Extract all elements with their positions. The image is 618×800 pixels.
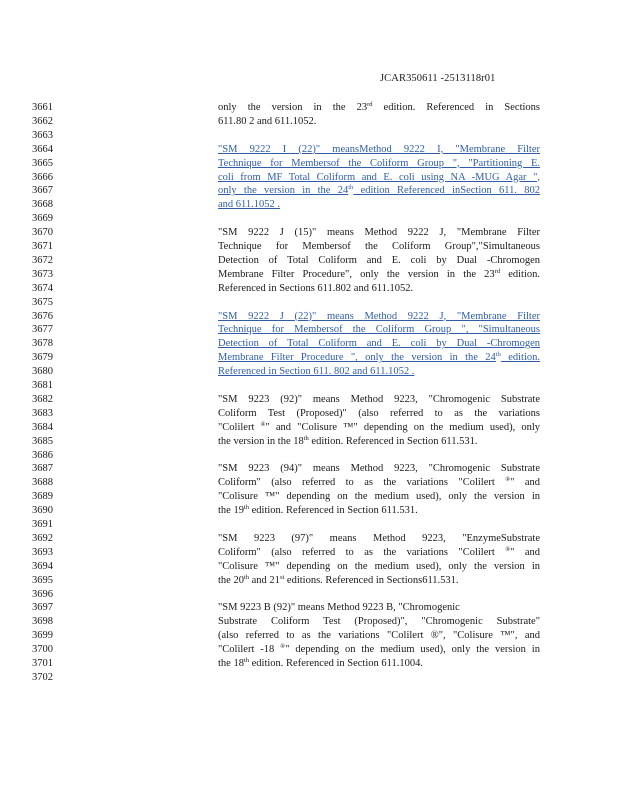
line-text: edition. Referenced in Section 611.531. <box>249 505 418 517</box>
line-number: 3667 <box>32 185 53 197</box>
line-number: 3700 <box>32 644 53 656</box>
line-text: and 21 <box>249 574 280 586</box>
text-line <box>218 240 540 254</box>
line-text: edition. <box>500 268 540 280</box>
line-text: edition. Referenced in Sections <box>372 102 540 113</box>
line-text: "SM 9223 B (92)" means Method 9223 B, "Chromogenic <box>218 602 460 614</box>
inserted-text-line <box>218 171 540 185</box>
line-text: "SM 9223 (94)" means Method 9223, "Chromogenic Substrate <box>218 463 540 475</box>
line-number: 3677 <box>32 324 53 336</box>
line-number: 3691 <box>32 519 53 530</box>
line-text: Referenced in Sections 611.802 and 611.1052. <box>218 282 414 294</box>
line-number: 3681 <box>32 380 53 391</box>
line-text: "SM 9223 (92)" means Method 9223, "Chromogenic Substrate <box>218 393 540 405</box>
line-number: 3675 <box>32 296 53 308</box>
text-line <box>218 532 540 546</box>
text-line <box>218 407 540 421</box>
text-line <box>218 560 540 574</box>
line-number: 3695 <box>32 574 53 586</box>
line-number: 3690 <box>32 505 53 517</box>
line-text: "Colisure ™" depending on the medium used), only the version in <box>218 560 540 572</box>
line-number: 3689 <box>32 491 53 503</box>
line-text: only the version in the 24 <box>218 185 349 197</box>
line-text: Detection of Total Coliform and E. coli by Dual -Chromogen <box>218 254 540 266</box>
text-line <box>218 115 540 129</box>
line-text: only the version in the 23 <box>218 102 368 113</box>
superscript: th <box>243 504 250 512</box>
line-number: 3697 <box>32 602 53 614</box>
text-line <box>218 435 540 449</box>
superscript: th <box>243 573 250 581</box>
line-number: 3682 <box>32 393 53 405</box>
line-number: 3680 <box>32 366 53 378</box>
inserted-text-line <box>218 198 540 212</box>
line-number: 3698 <box>32 616 53 628</box>
line-number: 3674 <box>32 282 53 294</box>
line-number: 3701 <box>32 658 53 669</box>
text-line <box>218 268 540 282</box>
superscript: th <box>303 434 309 442</box>
text-line <box>218 393 540 407</box>
line-text: "SM 9223 (97)" means Method 9223, "EnzymeSubstrate <box>218 532 540 544</box>
text-line <box>218 629 540 643</box>
line-text: " and <box>510 477 540 489</box>
line-text: and 611.1052 . <box>218 199 281 211</box>
line-number: 3665 <box>32 157 53 169</box>
line-number: 3696 <box>32 588 53 600</box>
line-text: 611.80 2 and 611.1052. <box>218 115 317 127</box>
line-number: 3661 <box>32 102 53 113</box>
line-number: 3676 <box>32 310 53 322</box>
inserted-text-line <box>218 365 540 379</box>
line-number: 3670 <box>32 227 53 239</box>
line-text: edition. Referenced in Section 611.1004. <box>249 658 423 669</box>
line-number: 3669 <box>32 213 53 225</box>
text-line <box>218 476 540 490</box>
line-text: the version in the 18 <box>218 435 304 447</box>
line-number: 3699 <box>32 630 53 642</box>
text-line <box>218 657 540 671</box>
line-number: 3684 <box>32 421 53 433</box>
line-text: "SM 9222 J (22)" means Method 9222 J, "Membrane Filter <box>218 310 540 322</box>
line-number: 3693 <box>32 546 53 558</box>
line-text: "Colilert -18 <box>218 644 281 656</box>
line-number: 3685 <box>32 435 53 447</box>
superscript: ® <box>260 420 266 428</box>
line-number: 3686 <box>32 449 53 461</box>
text-line <box>218 101 540 115</box>
inserted-text-line <box>218 337 540 351</box>
text-line <box>218 574 540 588</box>
line-text: Coliform" (also referred to as the variations "Colilert <box>218 477 506 489</box>
line-text: (also referred to as the variations "Colilert ®", "Colisure ™", and <box>218 630 540 642</box>
line-number: 3672 <box>32 254 53 266</box>
line-text: "Colisure ™" depending on the medium used), only the version in <box>218 491 540 503</box>
line-number: 3671 <box>32 241 53 252</box>
line-text: Technique for Membersof the Coliform Group ", "Partitioning E. <box>218 157 540 169</box>
superscript: th <box>348 184 354 192</box>
line-text: Coliform Test (Proposed)" (also referred to as the variations <box>218 407 540 419</box>
document-header-id: JCAR350611 -2513118r01 <box>380 73 496 84</box>
text-line <box>218 254 540 268</box>
superscript: ® <box>505 476 511 484</box>
line-number: 3683 <box>32 407 53 419</box>
line-text: "SM 9222 J (15)" means Method 9222 J, "Membrane Filter <box>218 227 540 239</box>
text-line <box>218 615 540 629</box>
line-text: Membrane Filter Procedure", only the version in the 23 <box>218 268 495 280</box>
line-text: the 20 <box>218 574 244 586</box>
line-number: 3702 <box>32 671 53 683</box>
line-text: Membrane Filter Procedure ", only the version in the 24 <box>218 352 496 364</box>
line-text: " depending on the medium used), only the version in <box>285 644 540 656</box>
text-line <box>218 490 540 504</box>
text-line <box>218 504 540 518</box>
line-number: 3666 <box>32 171 53 183</box>
superscript: th <box>495 351 501 359</box>
line-number: 3692 <box>32 532 53 544</box>
line-number: 3694 <box>32 560 53 572</box>
line-number: 3688 <box>32 477 53 489</box>
line-number: 3663 <box>32 129 53 141</box>
line-number: 3687 <box>32 463 53 475</box>
line-text: Technique for Membersof the Coliform Group","Simultaneous <box>218 241 540 252</box>
superscript: rd <box>367 101 373 108</box>
line-number: 3664 <box>32 143 53 155</box>
superscript: rd <box>494 267 501 275</box>
inserted-text-line <box>218 351 540 365</box>
line-text: edition. Referenced in Section 611.531. <box>308 435 478 447</box>
line-number: 3668 <box>32 199 53 211</box>
text-line <box>218 282 540 296</box>
line-text: coli from MF Total Coliform and E. coli using NA -MUG Agar ", <box>218 171 540 183</box>
line-text: edition Referenced inSection 611. 802 <box>353 185 540 197</box>
line-text: "SM 9222 I (22)" meansMethod 9222 I, "Membrane Filter <box>218 143 540 155</box>
superscript: th <box>243 657 250 664</box>
text-line <box>218 643 540 657</box>
line-number: 3679 <box>32 352 53 364</box>
line-text: editions. Referenced in Sections611.531. <box>284 574 459 586</box>
superscript: st <box>279 573 285 581</box>
line-number: 3673 <box>32 268 53 280</box>
inserted-text-line <box>218 157 540 171</box>
text-line <box>218 601 540 615</box>
line-number: 3678 <box>32 338 53 350</box>
superscript: ® <box>280 643 286 651</box>
inserted-text-line <box>218 143 540 157</box>
inserted-text-line <box>218 310 540 324</box>
line-number: 3662 <box>32 115 53 127</box>
inserted-text-line <box>218 323 540 337</box>
line-text: " and "Colisure ™" depending on the medium used), only <box>265 421 540 433</box>
line-text: Technique for Membersof the Coliform Group ", "Simultaneous <box>218 324 540 336</box>
line-text: the 18 <box>218 658 244 669</box>
line-text: Coliform" (also referred to as the variations "Colilert <box>218 546 506 558</box>
text-line <box>218 226 540 240</box>
inserted-text-line <box>218 184 540 198</box>
line-text: " and <box>510 546 540 558</box>
line-text: the 19 <box>218 505 244 517</box>
line-text: edition. <box>500 352 540 364</box>
line-text: Substrate Coliform Test (Proposed)", "Chromogenic Substrate" <box>218 616 540 628</box>
text-line <box>218 421 540 435</box>
superscript: ® <box>505 545 511 553</box>
line-text: Detection of Total Coliform and E. coli by Dual -Chromogen <box>218 338 540 350</box>
text-line <box>218 546 540 560</box>
text-line <box>218 462 540 476</box>
line-text: Referenced in Section 611. 802 and 611.1052 . <box>218 366 415 378</box>
line-text: "Colilert <box>218 421 261 433</box>
